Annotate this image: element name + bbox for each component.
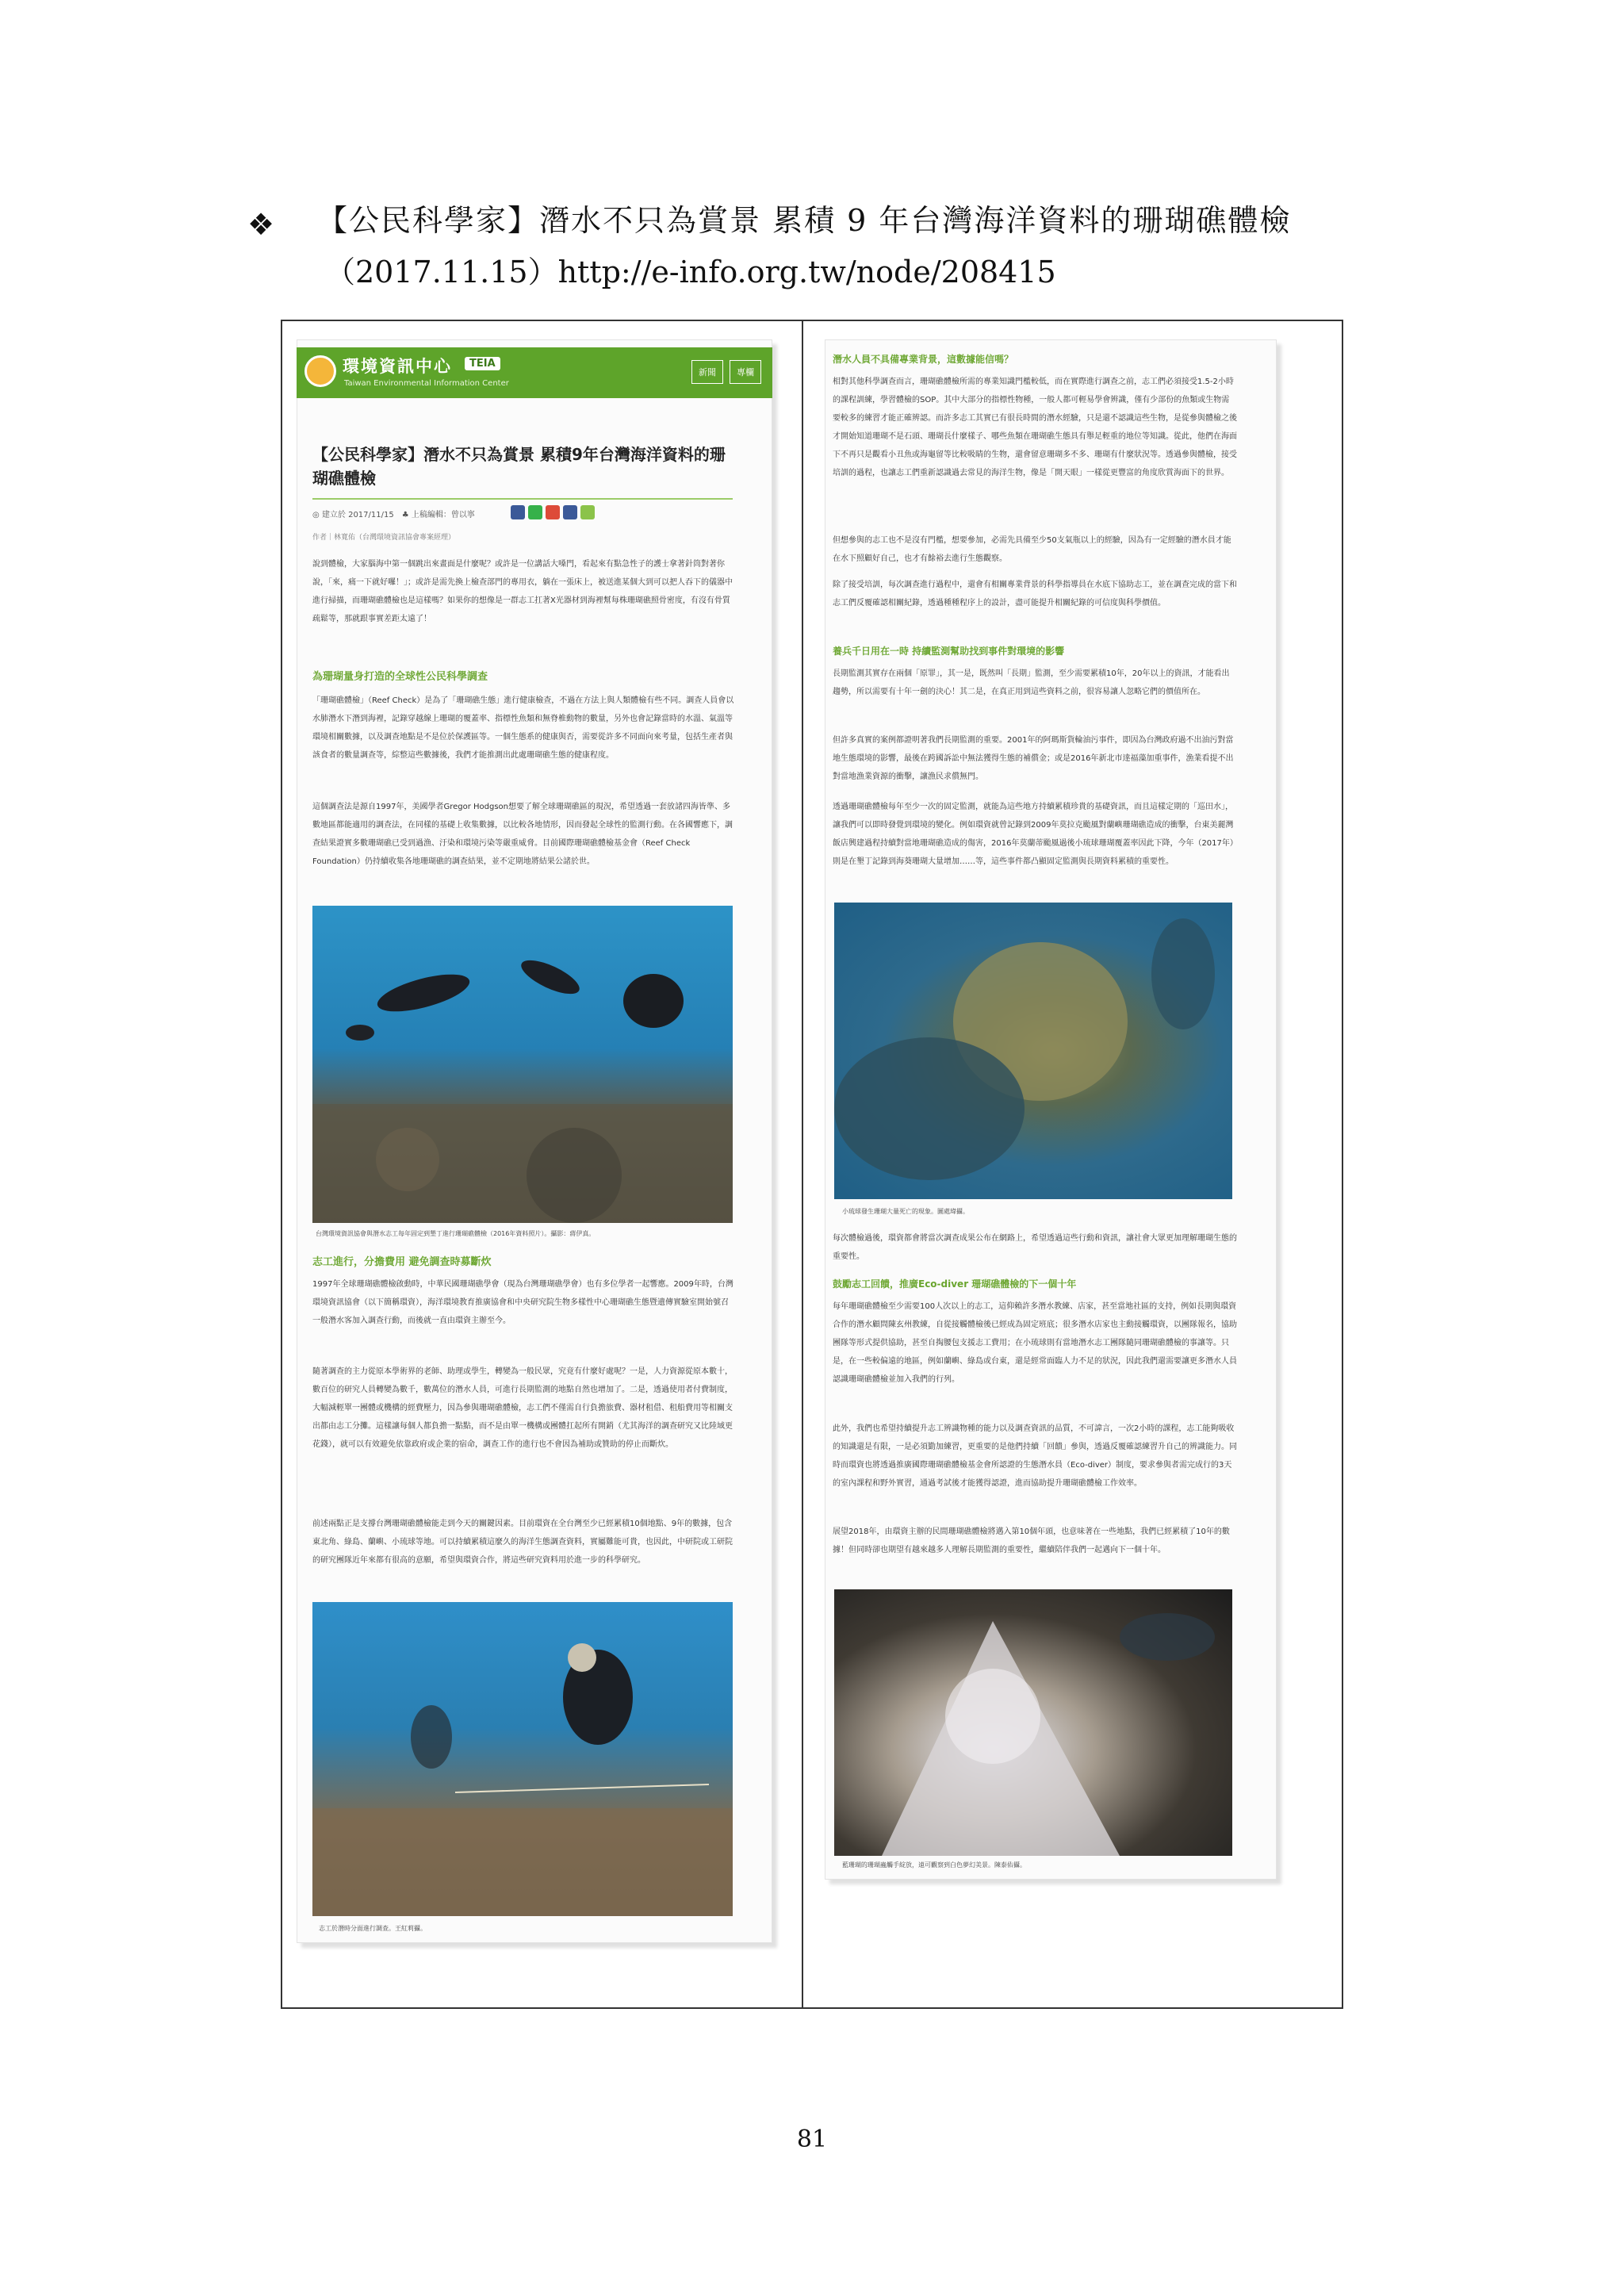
site-badge: TEIA	[465, 357, 500, 370]
paragraph-8: 除了接受培訓，每次調查進行過程中，還會有相關專業背景的科學指導員在水底下協助志工，並在調查完成的當下和志工們反覆確認相關紀錄，透過種種程序上的設計，盡可能提升相關紀錄的可信度與科學價值。	[833, 581, 1237, 608]
paragraph-intro: 說到體檢，大家腦海中第一個跳出來畫面是什麼呢？或許是一位講話大嗓門，看起來有點急性子的護士拿著針筒對著你說，「來，痛一下就好囉！」；或許是需先換上檢查部門的專用衣，躺在一張床上，被送進某個大到可以把人吞下的儀器中進行掃描，而珊瑚礁體檢也是這樣嗎？如果你的想像是一群志工扛著X光器材到海裡幫每株珊瑚礁照骨密度，有沒有骨質疏鬆等，那就跟事實差距太遠了！	[312, 560, 733, 623]
caption-4: 藍珊瑚的珊瑚蟲觸手綻放，遠可觀察到白色夢幻美景。陳泰佑攝。	[842, 1861, 1026, 1869]
paragraph-7: 但想參與的志工也不是沒有門檻，想要參加，必需先具備至少50支氣瓶以上的經驗，因為有一定經驗的潛水員才能在水下照顧好自己，也才有餘裕去進行生態觀察。	[833, 536, 1231, 563]
section-heading-1: 為珊瑚量身打造的全球性公民科學調查	[312, 671, 488, 683]
section-heading-5: 鼓勵志工回饋，推廣Eco-diver 珊瑚礁體檢的下一個十年	[833, 1278, 1077, 1290]
section-heading-3: 潛水人員不具備專業背景，這數據能信嗎？	[833, 354, 1014, 365]
paragraph-12: 每次體檢過後，環資都會將當次調查成果公布在網路上，希望透過這些行動和資訊，讓社會大眾更加理解珊瑚生態的重要性。	[833, 1234, 1237, 1261]
paragraph-6: 相對其他科學調查而言，珊瑚礁體檢所需的專業知識門檻較低，而在實際進行調查之前，志工們必須接受1.5-2小時的課程訓練，學習體檢的SOP。其中大部分的指標性物種，一般人都可輕易學會辨識，僅有少部份的魚類或生物需要較多的練習才能正確辨認。而許多志工其實已有很長時間的潛水經驗，只是還不認識這些生物，是從參與體檢之後才開始知道珊瑚不是石頭、珊瑚長什麼樣子、哪些魚類在珊瑚礁生態具有舉足輕重的地位等知識。從此，他們在海面下不再只是觀看小丑魚或海龜留等比較吸睛的生物，還會留意珊瑚多不多、珊瑚有什麼狀況等。透過參與體檢，接受培訓的過程，也讓志工們重新認識過去常見的海洋生物，像是「開天眼」一樣從更豐富的角度欣賞海面下的世界。	[833, 378, 1237, 477]
divers-illustration	[312, 906, 733, 1223]
site-subtitle: Taiwan Environmental Information Center	[344, 379, 509, 388]
line-share-icon[interactable]	[528, 505, 542, 519]
divers-photo	[312, 906, 733, 1223]
paragraph-11: 透過珊瑚礁體檢每年至少一次的固定監測，就能為這些地方持續累積珍貴的基礎資訊，而且這樣定期的「巡田水」，讓我們可以即時發覺到環境的變化。例如環資就曾記錄到2009年莫拉克颱風對蘭嶼珊瑚礁造成的衝擊，台東美麗灣飯店興建過程持續對當地珊瑚礁造成的傷害，2016年莫蘭蒂颱風過後小琉球珊瑚覆蓋率因此下降，今年（2017年）則是在墾丁記錄到海葵珊瑚大量增加……等，這些事件都凸顯固定監測與長期資料累積的重要性。	[833, 803, 1234, 866]
nav-button-news[interactable]: 新聞	[691, 360, 723, 384]
survey-diver-illustration	[312, 1602, 733, 1916]
paragraph-9: 長期監測其實存在兩個「原罪」，其一是，既然叫「長期」監測，至少需要累積10年，20年以上的資訊，才能看出趨勢，所以需要有十年一劍的決心！其二是，在真正用到這些資料之前，很容易讓人忽略它們的價值所在。	[833, 669, 1230, 696]
nav-button-column[interactable]: 專欄	[730, 360, 761, 384]
entry-date-url: （2017.11.15）http://e-info.org.tw/node/208415	[325, 255, 1056, 289]
caption-3: 小琉球發生珊瑚大量死亡的現象。圖處瑋攝。	[842, 1208, 969, 1215]
article-meta: ◎ 建立於 2017/11/15 ♣ 上稿編輯：曾以寧	[312, 511, 475, 519]
paragraph-13: 每年珊瑚礁體檢至少需要100人次以上的志工，這仰賴許多潛水教練、店家，甚至當地社區的支持，例如長期與環資合作的潛水顧問陳玄州教練，自從接觸體檢後已經成為固定班底；很多潛水店家也主動接觸環資，以團隊報名，協助團隊等形式提供協助，甚至自掏腰包支援志工費用；在小琉球則有當地潛水志工團隊隨同珊瑚礁體檢的事讓等。只是，在一些較偏遠的地區，例如蘭嶼、綠島或台東，還是經常面臨人力不足的狀況，因此我們還需要讓更多潛水人員認識珊瑚礁體檢並加入我們的行列。	[833, 1302, 1237, 1384]
facebook-like-icon[interactable]	[563, 505, 577, 519]
paragraph-5: 前述兩點正是支撐台灣珊瑚礁體檢能走到今天的關鍵因素。目前環資在全台灣至少已經累積10個地點、9年的數據，包含東北角、綠島、蘭嶼、小琉球等地。可以持續累積這麼久的海洋生態調查資料，實屬難能可貴，也因此，中研院或工研院的研究團隊近年來都有很高的意願，希望與環資合作，將這些研究資料用於進一步的科學研究。	[312, 1520, 733, 1565]
page-number: 81	[796, 2125, 828, 2153]
section-heading-2: 志工進行，分擔費用 避免調查時募斷炊	[312, 1256, 492, 1268]
site-title: 環境資訊中心	[343, 357, 452, 376]
polyp-illustration	[834, 1589, 1232, 1856]
title-underline	[312, 498, 733, 500]
article-title: 【公民科學家】潛水不只為賞景 累積9年台灣海洋資料的珊瑚礁體檢	[312, 445, 726, 488]
paragraph-10: 但許多真實的案例都證明著我們長期監測的重要。2001年的阿瑪斯貨輪油污事件，即因為台灣政府過不出油污對當地生態環境的影響，最後在跨國訴訟中無法獲得生態的補償金；或是2016年新北市達福藻加重事件，漁業看提不出對當地漁業資源的衝擊，讓漁民求償無門。	[833, 736, 1234, 781]
print-icon[interactable]	[580, 505, 595, 519]
entry-heading: 【公民科學家】潛水不只為賞景 累積 9 年台灣海洋資料的珊瑚礁體檢	[317, 203, 1292, 238]
coral-photo	[834, 903, 1232, 1199]
paragraph-4: 隨著調查的主力從原本學術界的老師、助理或學生，轉變為一般民眾，究竟有什麼好處呢？一是，人力資源從原本數十，數百位的研究人員轉變為數千，數萬位的潛水人員，可進行長期監測的地點自然也增加了。二是，透過使用者付費制度，大幅減輕單一團體或機構的經費壓力，因為參與珊瑚礁體檢，志工們不僅需自行負擔旅費、器材租借、租船費用等相關支出都由志工分攤。這樣讓每個人都負擔一點點，而不是由單一機構或團體扛起所有開銷（尤其海洋的調查研究又比陸域更花錢），就可以有效避免依靠政府或企業的宿命，調查工作的進行也不會因為補助或贊助的停止而斷炊。	[312, 1367, 733, 1449]
paragraph-3: 1997年全球珊瑚礁體檢啟動時，中華民國珊瑚礁學會（現為台灣珊瑚礁學會）也有多位學者一起響應。2009年時，台灣環境資訊協會（以下簡稱環資），海洋環境教育推廣協會和中央研究院生物多樣性中心珊瑚礁生態暨遺傳實驗室開始號召一般潛水客加入調查行動，而後就一直由環資主辦至今。	[312, 1280, 733, 1325]
paragraph-15: 展望2018年，由環資主辦的民間珊瑚礁體檢將邁入第10個年頭，也意味著在一些地點，我們已經累積了10年的數據！但同時卻也期望有越來越多人理解長期監測的重要性，繼續陪伴我們一起邁向下一個十年。	[833, 1527, 1230, 1554]
polyp-photo	[834, 1589, 1232, 1856]
column-divider	[802, 320, 803, 2009]
site-logo-icon	[304, 355, 336, 387]
caption-1: 台灣環境資訊協會與潛水志工每年固定到墾丁進行珊瑚礁體檢（2016年資料照片）。攝影：蔣伊真。	[316, 1230, 596, 1237]
bullet-symbol: ❖	[247, 207, 275, 242]
coral-illustration	[834, 903, 1232, 1199]
paragraph-1: 「珊瑚礁體檢」（Reef Check）是為了「珊瑚礁生態」進行健康檢查，不過在方法上與人類體檢有些不同。調查人員會以水肺潛水下潛到海裡，記錄穿越線上珊瑚的覆蓋率、指標性魚類和無脊椎動物的數量，另外也會記錄當時的水溫、氣溫等環境相關數據，以及調查地點是不是位於保護區等。一個生態系的健康與否，需要從許多不同面向來考量，包括生產者與該食者的數量調查等，綜整這些數據後，我們才能推測出此處珊瑚礁生態的健康程度。	[312, 696, 734, 760]
facebook-share-icon[interactable]	[511, 505, 525, 519]
article-author: 作者｜林寬佑（台灣環境資訊協會專案經理）	[312, 534, 456, 542]
paragraph-14: 此外，我們也希望持續提升志工辨識物種的能力以及調查資訊的品質，不可諱言，一次2小時的課程，志工能夠吸收的知識還是有限，一是必須勤加練習，更重要的是他們持續「回饋」參與，透過反覆確認練習升自己的辨識能力。同時而環資也將透過推廣國際珊瑚礁體檢基金會所認證的生態潛水員（Eco-diver）制度，要求參與者需完成行的3天的室內課程和野外實習，通過考試後才能獲得認證，進而協助提升珊瑚礁體檢工作效率。	[833, 1424, 1237, 1488]
survey-diver-photo	[312, 1602, 733, 1916]
section-heading-4: 養兵千日用在一時 持續監測幫助找到事件對環境的影響	[833, 646, 1065, 657]
caption-2: 志工於潛時分面進行調查。王紅莉攝。	[319, 1925, 427, 1932]
google-share-icon[interactable]	[546, 505, 560, 519]
paragraph-2: 這個調查法是源自1997年，美國學者Gregor Hodgson想要了解全球珊瑚礁區的現況，希望透過一套放諸四海皆準、多數地區都能適用的調查法，在同樣的基礎上收集數據，以比較各地情形，因而發起全球性的監測行動。在各國響應下，調查結果證實多數珊瑚礁已受到過漁、汙染和環境污染等嚴重威脅。目前國際珊瑚礁體檢基金會（Reef Check Foundation）仍持續收集各地珊瑚礁的調查結果，並不定期地將結果公諸於世。	[312, 803, 733, 866]
